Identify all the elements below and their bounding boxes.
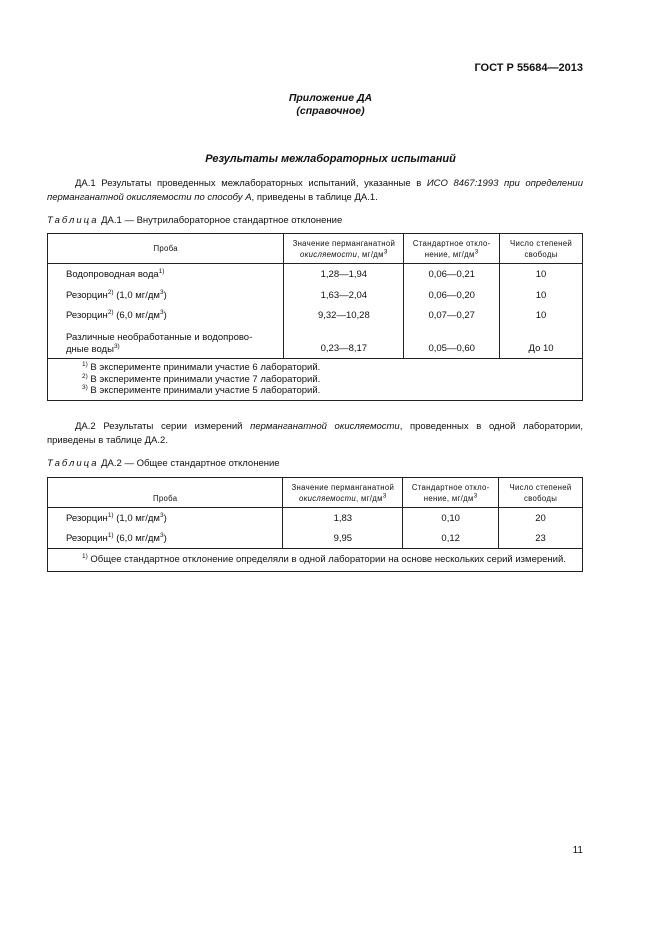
table1-row4-std: 0,05—0,60 [404, 326, 500, 359]
table1-header-value: Значение перманганатной окисляемости, $мг/дм^3$ [284, 234, 404, 264]
standard-number: ГОСТ Р 55684—2013 [474, 62, 583, 74]
table1-row1-std: 0,06—0,21 [404, 264, 500, 286]
para1-text-a: ДА.1 Результаты проведенных межлабораторных испытаний, указанные в [75, 178, 427, 189]
para1-text-c: , приведены в таблице ДА.1. [251, 191, 378, 203]
table2-row1-sample: Резорцин$^{1)}$ (1,0 $мг/дм^3$) [48, 508, 283, 529]
table2-row2-value: 9,95 [283, 529, 403, 549]
annex-subtitle: (справочное) [296, 105, 365, 117]
table1-row2-dof: 10 [500, 286, 583, 306]
table1-caption-text: ДА.1 — Внутрилабораторное стандартное отклонение [98, 215, 343, 226]
table2-row1-std: 0,10 [403, 508, 499, 529]
table1-header-row [48, 234, 583, 264]
table2-row2-dof: 23 [499, 529, 583, 549]
table-row [48, 326, 583, 359]
table1-row2-sample: Резорцин$^{2)}$ (1,0 $мг/дм^3$) [48, 286, 284, 306]
table1-row3-value: 9,32—10,28 [284, 306, 404, 326]
table2-header-dof: Число степеней свободы [499, 478, 583, 508]
table1-row1-dof: 10 [500, 264, 583, 286]
table2-notes-row [48, 549, 583, 572]
table2-row2-sample: Резорцин$^{1)}$ (6,0 $мг/дм^3$) [48, 529, 283, 549]
table2-header-value: Значение перманганатной окисляемости, $мг/дм^3$ [283, 478, 403, 508]
table2-caption-text: ДА.2 — Общее стандартное отклонение [98, 458, 280, 469]
table1-header-std: Стандартное откло- нение, $мг/дм^3$ [404, 234, 500, 264]
table1-note-2: $^{2)}$ В эксперименте принимали участие 7 лабораторий. [82, 372, 321, 385]
table-row [48, 286, 583, 306]
table2-caption [47, 458, 280, 469]
page-number: 11 [572, 845, 583, 856]
table1-row1-value: 1,28—1,94 [284, 264, 404, 286]
table1-row3-sample: Резорцин$^{2)}$ (6,0 $мг/дм^3$) [48, 306, 284, 326]
table-row [48, 306, 583, 326]
table1-caption [47, 215, 342, 226]
table2-row1-value: 1,83 [283, 508, 403, 529]
table1-header-dof: Число степеней свободы [500, 234, 583, 264]
para2-text-italic: перманганатной окисляемости [250, 421, 400, 432]
table2-row1-dof: 20 [499, 508, 583, 529]
table2-header-row [48, 478, 583, 508]
table1-row4-value: 0,23—8,17 [284, 326, 404, 359]
table1-note-3: $^{3)}$ В эксперименте принимали участие 5 лабораторий. [82, 383, 321, 396]
para2-text-c: , проведенных в одной лаборатории, приведены в таблице ДА.2. [47, 421, 584, 446]
table-row [48, 264, 583, 286]
annex-title: Приложение ДА [288, 92, 373, 104]
table1-row1-sample: Водопроводная вода$^{1)}$ [48, 264, 284, 286]
table1-row2-std: 0,06—0,20 [404, 286, 500, 306]
table1-row4-sample: Различные необработанные и водопрово- дные воды$^{3)}$ [48, 326, 284, 359]
table1-row3-dof: 10 [500, 306, 583, 326]
table-da2 [47, 477, 583, 572]
table2-header-sample: Проба [48, 478, 283, 508]
table1-row4-dof: До 10 [500, 326, 583, 359]
table1-notes [48, 359, 583, 401]
table1-row3-std: 0,07—0,27 [404, 306, 500, 326]
paragraph-da1 [47, 177, 583, 204]
table-da1 [47, 233, 583, 401]
table-row [48, 529, 583, 549]
paragraph-da2 [47, 420, 583, 447]
table1-notes-row [48, 359, 583, 401]
table1-header-sample: Проба [48, 234, 284, 264]
table1-note-1: $^{1)}$ В эксперименте принимали участие 6 лабораторий. [82, 360, 321, 373]
table2-row2-std: 0,12 [403, 529, 499, 549]
para1-text-italic: ИСО 8467:1993 при определении перманганатной окисляемости по способу А [47, 178, 583, 203]
section-heading: Результаты межлабораторных испытаний [205, 153, 456, 165]
para2-text-a: ДА.2 Результаты серии измерений [75, 421, 251, 432]
table1-caption-label: Таблица [47, 215, 99, 226]
table2-note: $^{1)}$ Общее стандартное отклонение определяли в одной лаборатории на основе нескольких серий измерений. [48, 549, 583, 572]
table2-caption-label: Таблица [47, 458, 99, 469]
table-row [48, 508, 583, 529]
table2-header-std: Стандартное откло- нение, $мг/дм^3$ [403, 478, 499, 508]
table1-row2-value: 1,63—2,04 [284, 286, 404, 306]
